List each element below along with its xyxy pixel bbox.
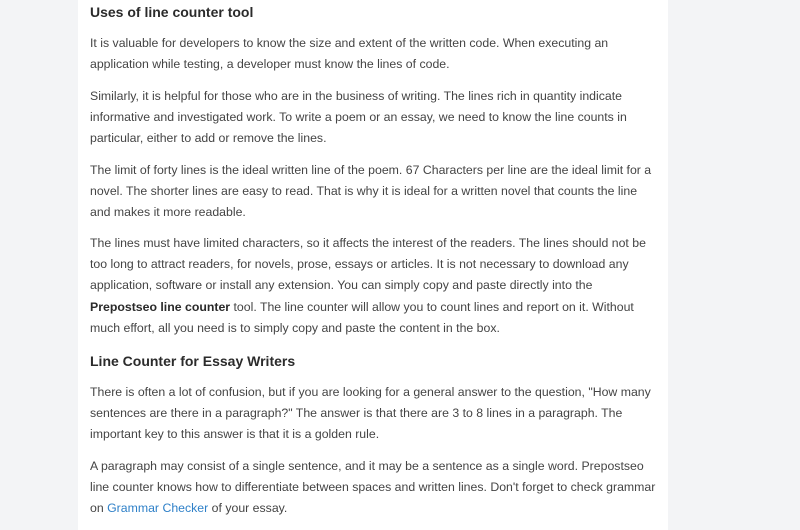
grammar-checker-link[interactable]: Grammar Checker bbox=[107, 501, 209, 516]
section-heading-uses: Uses of line counter tool bbox=[90, 4, 254, 20]
paragraph-single-sentence bbox=[90, 456, 660, 520]
paragraph-confusion: There is often a lot of confusion, but if you are looking for a general answer to the question, "How many sentences are there in a paragraph?" The answer is that there are 3 to 8 lines in a paragraph. The important key to this answer is that it is a golden rule. bbox=[90, 385, 651, 442]
paragraph-text: A paragraph may consist of a single sentence, and it may be a sentence as a single word. Prepostseo line counter knows how to differentiate between spaces and written lines. Don't forget to check grammar on bbox=[90, 459, 656, 516]
paragraph-limited-characters bbox=[90, 233, 660, 339]
paragraph-text: tool. The line counter will allow you to count lines and report on it. Without much effort, all you need is to simply copy and paste the content in the box. bbox=[90, 299, 634, 335]
tool-name-bold: Prepostseo line counter bbox=[90, 299, 231, 314]
paragraph-forty-lines: The limit of forty lines is the ideal written line of the poem. 67 Characters per line are the ideal limit for a novel. The shorter lines are easy to read. That is why it is ideal for a written novel that counts the line and makes it more readable. bbox=[90, 163, 652, 220]
paragraph-text: of your essay. bbox=[211, 501, 288, 516]
paragraph-text: The lines must have limited characters, so it affects the interest of the readers. The lines should not be too long to attract readers, for novels, prose, essays or articles. It is not necessary to download any application, software or install any extension. You can simply copy and paste directly into the bbox=[90, 236, 646, 293]
paragraph-writing-business: Similarly, it is helpful for those who are in the business of writing. The lines rich in quantity indicate informative and investigated work. To write a poem or an essay, we need to know the line counts in particular, either to add or remove the lines. bbox=[90, 89, 627, 146]
paragraph-developers: It is valuable for developers to know the size and extent of the written code. When executing an application while testing, a developer must know the lines of code. bbox=[90, 36, 609, 72]
section-heading-essay-writers: Line Counter for Essay Writers bbox=[90, 353, 296, 369]
